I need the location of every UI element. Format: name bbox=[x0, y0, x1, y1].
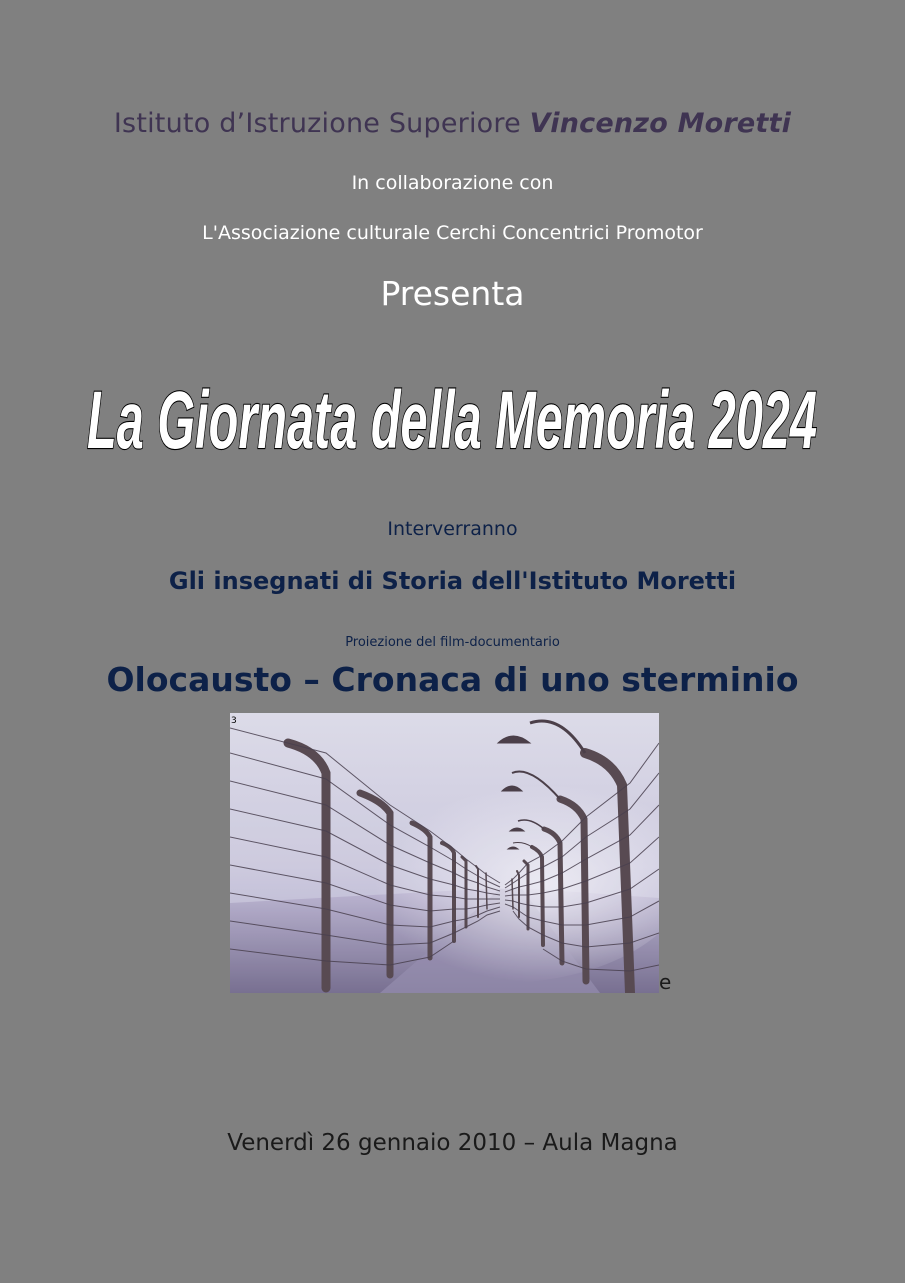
headline-svg bbox=[0, 330, 905, 470]
presenta-text: Presenta bbox=[380, 274, 525, 313]
projection-label: Proiezione del film-documentario bbox=[345, 635, 560, 650]
institute-heading bbox=[0, 108, 905, 139]
event-date-location: Venerdì 26 gennaio 2010 – Aula Magna bbox=[227, 1130, 678, 1156]
interverranno-text: Interverranno bbox=[387, 518, 518, 540]
institute-name: Vincenzo Moretti bbox=[529, 108, 792, 139]
photo-svg bbox=[230, 713, 659, 993]
headline-text: La Giornata della Memoria 2024 bbox=[87, 375, 817, 466]
institute-prefix: Istituto d’Istruzione Superiore bbox=[113, 108, 530, 139]
stray-text: e bbox=[659, 970, 672, 994]
headline-block bbox=[0, 330, 905, 470]
collaboration-text: In collaborazione con bbox=[351, 172, 554, 194]
camp-fence-photo bbox=[230, 713, 659, 993]
association-text: L'Associazione culturale Cerchi Concentrici Promotor bbox=[202, 222, 703, 244]
photo-marker: 3 bbox=[231, 716, 237, 726]
speakers-text: Gli insegnati di Storia dell'Istituto Moretti bbox=[168, 567, 737, 595]
film-title: Olocausto – Cronaca di uno sterminio bbox=[106, 660, 799, 699]
